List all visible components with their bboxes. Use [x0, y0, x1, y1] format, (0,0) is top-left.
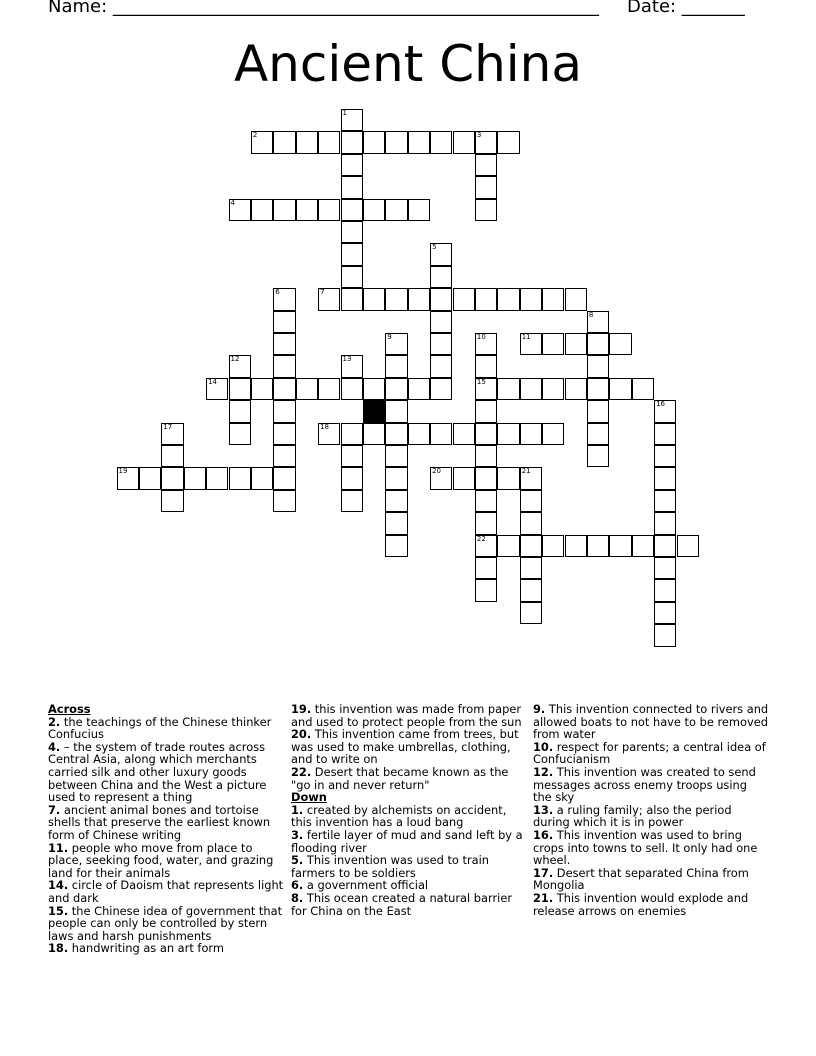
grid-cell[interactable]: [475, 400, 497, 422]
grid-cell[interactable]: [385, 535, 407, 557]
grid-cell[interactable]: [587, 535, 609, 557]
clue-item: 11. people who move from place to place, seeking food, water, and grazing land for their animals: [48, 840, 274, 880]
grid-cell[interactable]: [475, 423, 497, 445]
grid-cell[interactable]: [430, 467, 452, 489]
clue-number: 13: [342, 355, 352, 364]
grid-cell[interactable]: [654, 557, 676, 579]
grid-cell[interactable]: [273, 378, 295, 400]
grid-cell[interactable]: [520, 423, 542, 445]
clue-number: 21: [521, 467, 531, 476]
clue-num: 14.: [48, 878, 69, 893]
grid-cell[interactable]: [475, 288, 497, 310]
grid-cell[interactable]: [587, 333, 609, 355]
grid-cell[interactable]: [341, 266, 363, 288]
clue-item: 14. circle of Daoism that represents light and dark: [48, 878, 284, 905]
clue-num: 17.: [533, 865, 554, 880]
grid-cell[interactable]: [654, 535, 676, 557]
grid-cell[interactable]: [273, 355, 295, 377]
grid-cell[interactable]: [677, 535, 699, 557]
clue-item: 4. – the system of trade routes across Central Asia, along which merchants carried silk and other luxury goods between China and the West a picture used to represent a thing: [48, 739, 267, 805]
grid-cell[interactable]: [587, 311, 609, 333]
grid-cell[interactable]: [273, 333, 295, 355]
grid-cell[interactable]: [273, 288, 295, 310]
grid-cell[interactable]: [475, 535, 497, 557]
grid-cell[interactable]: [363, 378, 385, 400]
grid-cell[interactable]: [520, 378, 542, 400]
grid-cell[interactable]: [296, 378, 318, 400]
clue-item: 18. handwriting as an art form: [48, 941, 224, 956]
clue-num: 4.: [48, 739, 61, 754]
clue-item: 17. Desert that separated China from Mongolia: [533, 865, 749, 893]
grid-cell[interactable]: [139, 467, 161, 489]
grid-cell[interactable]: [430, 355, 452, 377]
clue-number: 9: [387, 333, 392, 341]
grid-cell[interactable]: [273, 445, 295, 467]
clue-num: 6.: [291, 878, 304, 893]
clue-number: 17: [163, 422, 173, 431]
clue-number: 6: [275, 288, 280, 297]
clue-number: 12: [230, 355, 240, 364]
grid-cell[interactable]: [654, 579, 676, 601]
grid-cell[interactable]: [341, 131, 363, 153]
clue-item: 21. This invention would explode and release arrows on enemies: [533, 890, 749, 918]
grid-cell[interactable]: [408, 199, 430, 221]
grid-cell[interactable]: [385, 467, 407, 489]
clue-num: 18.: [48, 941, 69, 956]
clue-item: 22. Desert that became known as the "go in and never return": [291, 764, 509, 792]
grid-cell[interactable]: [341, 154, 363, 176]
grid-cell[interactable]: [385, 378, 407, 400]
grid-cell[interactable]: [654, 467, 676, 489]
clue-number: 3: [476, 131, 482, 140]
grid-cell[interactable]: [654, 400, 676, 422]
clue-item: 1. created by alchemists on accident, this invention has a loud bang: [291, 802, 507, 830]
clue-number: 15: [476, 377, 486, 386]
grid-cell[interactable]: [385, 423, 407, 445]
clue-number: 18: [320, 422, 330, 431]
clue-num: 20.: [291, 727, 312, 742]
grid-cell[interactable]: [184, 467, 206, 489]
grid-cell[interactable]: [453, 288, 475, 310]
grid-cell[interactable]: [587, 445, 609, 467]
grid-cell[interactable]: [318, 378, 340, 400]
grid-cell[interactable]: [542, 288, 564, 310]
grid-cell[interactable]: [654, 490, 676, 512]
grid-cell[interactable]: [587, 423, 609, 445]
grid-cell[interactable]: [520, 579, 542, 601]
name-line: Name: ______________________________________________________: [48, 0, 599, 17]
grid-cell[interactable]: [475, 355, 497, 377]
clue-number: 4: [230, 198, 235, 207]
grid-cell[interactable]: [453, 423, 475, 445]
grid-cell[interactable]: [341, 445, 363, 467]
grid-cell[interactable]: [341, 243, 363, 265]
grid-cell[interactable]: [251, 199, 273, 221]
grid-cell[interactable]: [587, 400, 609, 422]
grid-cell[interactable]: [229, 467, 251, 489]
grid-cell[interactable]: [542, 423, 564, 445]
grid-cell[interactable]: [497, 535, 519, 557]
clue-num: 11.: [48, 840, 69, 855]
clue-item: 7. ancient animal bones and tortoise shells that preserve the earliest known form of Chinese writing: [48, 802, 271, 842]
grid-cell[interactable]: [475, 579, 497, 601]
grid-cell[interactable]: [296, 199, 318, 221]
grid-cell[interactable]: [632, 378, 654, 400]
grid-cell[interactable]: [273, 400, 295, 422]
grid-cell[interactable]: [161, 445, 183, 467]
grid-cell[interactable]: [363, 423, 385, 445]
grid-cell[interactable]: [609, 378, 631, 400]
clue-num: 8.: [291, 890, 304, 905]
clue-num: 1.: [291, 802, 304, 817]
grid-cell[interactable]: [475, 333, 497, 355]
grid-cell[interactable]: [497, 378, 519, 400]
grid-cell[interactable]: [385, 490, 407, 512]
grid-cell[interactable]: [341, 467, 363, 489]
grid-cell[interactable]: [565, 288, 587, 310]
clue-item: 6. a government official: [291, 878, 429, 893]
date-line: Date: _______: [627, 0, 745, 17]
grid-cell[interactable]: [408, 423, 430, 445]
clue-item: 12. This invention was created to send messages across enemy troops using the sky: [533, 764, 756, 805]
grid-cell[interactable]: [341, 109, 363, 131]
grid-cell[interactable]: [587, 355, 609, 377]
grid-cell[interactable]: [565, 535, 587, 557]
grid-cell[interactable]: [475, 176, 497, 198]
grid-cell[interactable]: [520, 557, 542, 579]
grid-cell[interactable]: [430, 333, 452, 355]
clue-number: 16: [656, 400, 666, 409]
grid-cell[interactable]: [632, 535, 654, 557]
clue-number: 14: [208, 377, 218, 386]
grid-cell[interactable]: [229, 199, 251, 221]
grid-cell[interactable]: [117, 467, 139, 489]
down-heading: Down: [291, 790, 327, 805]
clue-column-3: [533, 703, 769, 917]
grid-cell[interactable]: [565, 378, 587, 400]
grid-cell[interactable]: [654, 445, 676, 467]
grid-cell[interactable]: [497, 131, 519, 153]
clue-num: 12.: [533, 764, 554, 779]
grid-cell[interactable]: [229, 378, 251, 400]
grid-cell[interactable]: [363, 288, 385, 310]
clue-column-2: [291, 703, 527, 917]
grid-cell[interactable]: [363, 199, 385, 221]
grid-cell[interactable]: [385, 355, 407, 377]
grid-cell[interactable]: [251, 378, 273, 400]
grid-cell[interactable]: [273, 131, 295, 153]
grid-cell[interactable]: [430, 243, 452, 265]
grid-cell[interactable]: [542, 535, 564, 557]
grid-cell[interactable]: [363, 131, 385, 153]
grid-cell[interactable]: [229, 355, 251, 377]
grid-cell[interactable]: [318, 288, 340, 310]
grid-cell[interactable]: [385, 333, 407, 355]
grid-cell[interactable]: [273, 467, 295, 489]
clue-number: 5: [432, 243, 437, 252]
grid-cell[interactable]: [161, 423, 183, 445]
grid-cell[interactable]: [497, 423, 519, 445]
grid-cell[interactable]: [453, 131, 475, 153]
black-square: [363, 400, 385, 422]
grid-cell[interactable]: [587, 378, 609, 400]
grid-cell[interactable]: [273, 423, 295, 445]
grid-cell[interactable]: [520, 512, 542, 534]
clue-item: 5. This invention was used to train farmers to be soldiers: [291, 853, 490, 880]
grid-cell[interactable]: [542, 333, 564, 355]
grid-cell[interactable]: [385, 131, 407, 153]
grid-cell[interactable]: [385, 199, 407, 221]
clue-number: 1: [342, 109, 347, 117]
clue-number: 8: [588, 310, 594, 319]
grid-cell[interactable]: [385, 288, 407, 310]
grid-cell[interactable]: [385, 400, 407, 422]
grid-cell[interactable]: [296, 131, 318, 153]
grid-cell[interactable]: [475, 131, 497, 153]
grid-cell[interactable]: [430, 311, 452, 333]
grid-cell[interactable]: [475, 199, 497, 221]
clue-num: 21.: [533, 890, 554, 905]
grid-cell[interactable]: [430, 131, 452, 153]
grid-cell[interactable]: [430, 423, 452, 445]
grid-cell[interactable]: [475, 445, 497, 467]
grid-cell[interactable]: [408, 131, 430, 153]
clue-item: 2. the teachings of the Chinese thinker Confucius: [48, 714, 272, 742]
grid-cell[interactable]: [497, 467, 519, 489]
grid-cell[interactable]: [520, 490, 542, 512]
grid-cell[interactable]: [161, 490, 183, 512]
clue-num: 16.: [533, 827, 554, 842]
clue-num: 13.: [533, 802, 554, 817]
grid-cell[interactable]: [520, 467, 542, 489]
clue-num: 19.: [291, 702, 312, 716]
grid-cell[interactable]: [475, 557, 497, 579]
grid-cell[interactable]: [341, 221, 363, 243]
clue-number: 22: [476, 534, 486, 543]
grid-cell[interactable]: [318, 423, 340, 445]
clue-number: 2: [252, 131, 258, 140]
clue-item: 9. This invention connected to rivers and allowed boats to not have to be removed from water: [533, 702, 769, 742]
clue-item: 13. a ruling family; also the period during which it is in power: [533, 802, 732, 830]
grid-cell[interactable]: [475, 512, 497, 534]
grid-cell[interactable]: [385, 445, 407, 467]
clue-item: 16. This invention was used to bring crops into towns to sell. It only had one wheel.: [533, 827, 758, 868]
grid-cell[interactable]: [273, 490, 295, 512]
grid-cell[interactable]: [654, 512, 676, 534]
grid-cell[interactable]: [475, 154, 497, 176]
grid-cell[interactable]: [520, 288, 542, 310]
grid-cell[interactable]: [206, 467, 228, 489]
grid-cell[interactable]: [229, 423, 251, 445]
grid-cell[interactable]: [475, 490, 497, 512]
grid-cell[interactable]: [654, 423, 676, 445]
grid-cell[interactable]: [453, 467, 475, 489]
grid-cell[interactable]: [273, 199, 295, 221]
clue-number: 19: [118, 467, 128, 476]
clue-number: 7: [320, 288, 325, 297]
clue-num: 22.: [291, 764, 312, 779]
grid-cell[interactable]: [229, 400, 251, 422]
grid-cell[interactable]: [609, 333, 631, 355]
grid-cell[interactable]: [497, 288, 519, 310]
grid-cell[interactable]: [206, 378, 228, 400]
grid-cell[interactable]: [273, 311, 295, 333]
clue-column-1: [48, 703, 284, 955]
grid-cell[interactable]: [341, 176, 363, 198]
grid-cell[interactable]: [341, 355, 363, 377]
clue-num: 5.: [291, 853, 304, 868]
clue-item: 20. This invention came from trees, but was used to make umbrellas, clothing, and to write on: [291, 727, 519, 767]
grid-cell[interactable]: [251, 131, 273, 153]
grid-cell[interactable]: [408, 378, 430, 400]
grid-cell[interactable]: [251, 467, 273, 489]
grid-cell[interactable]: [654, 624, 676, 646]
clue-number: 10: [476, 333, 486, 341]
grid-cell[interactable]: [520, 602, 542, 624]
grid-cell[interactable]: [318, 131, 340, 153]
clue-num: 3.: [291, 827, 304, 842]
grid-cell[interactable]: [161, 467, 183, 489]
grid-cell[interactable]: [341, 378, 363, 400]
clue-num: 7.: [48, 802, 61, 817]
clue-num: 9.: [533, 702, 546, 716]
grid-cell[interactable]: [341, 423, 363, 445]
clue-item: 3. fertile layer of mud and sand left by a flooding river: [291, 827, 523, 855]
grid-cell[interactable]: [318, 199, 340, 221]
grid-cell[interactable]: [341, 288, 363, 310]
clue-num: 15.: [48, 903, 69, 918]
grid-cell[interactable]: [520, 535, 542, 557]
grid-cell[interactable]: [654, 602, 676, 624]
clue-item: 8. This ocean created a natural barrier for China on the East: [291, 890, 513, 918]
clue-item: 10. respect for parents; a central idea of Confucianism: [533, 739, 766, 767]
grid-cell[interactable]: [475, 467, 497, 489]
clue-num: 10.: [533, 739, 554, 754]
grid-cell[interactable]: [430, 266, 452, 288]
grid-cell[interactable]: [385, 512, 407, 534]
across-heading: Across: [48, 702, 91, 716]
grid-cell[interactable]: [430, 288, 452, 310]
grid-cell[interactable]: [408, 288, 430, 310]
clue-number: 20: [432, 467, 442, 476]
clue-number: 11: [521, 333, 531, 341]
grid-cell[interactable]: [609, 535, 631, 557]
grid-cell[interactable]: [520, 333, 542, 355]
clue-item: 19. this invention was made from paper and used to protect people from the sun: [291, 702, 522, 729]
grid-cell[interactable]: [542, 378, 564, 400]
clue-item: 15. the Chinese idea of government that people can only be controlled by stern laws and harsh punishments: [48, 903, 283, 943]
grid-cell[interactable]: [341, 490, 363, 512]
grid-cell[interactable]: [341, 199, 363, 221]
grid-cell[interactable]: [475, 378, 497, 400]
clue-num: 2.: [48, 714, 61, 729]
grid-cell[interactable]: [430, 378, 452, 400]
page-title: Ancient China: [233, 35, 583, 93]
grid-cell[interactable]: [565, 333, 587, 355]
